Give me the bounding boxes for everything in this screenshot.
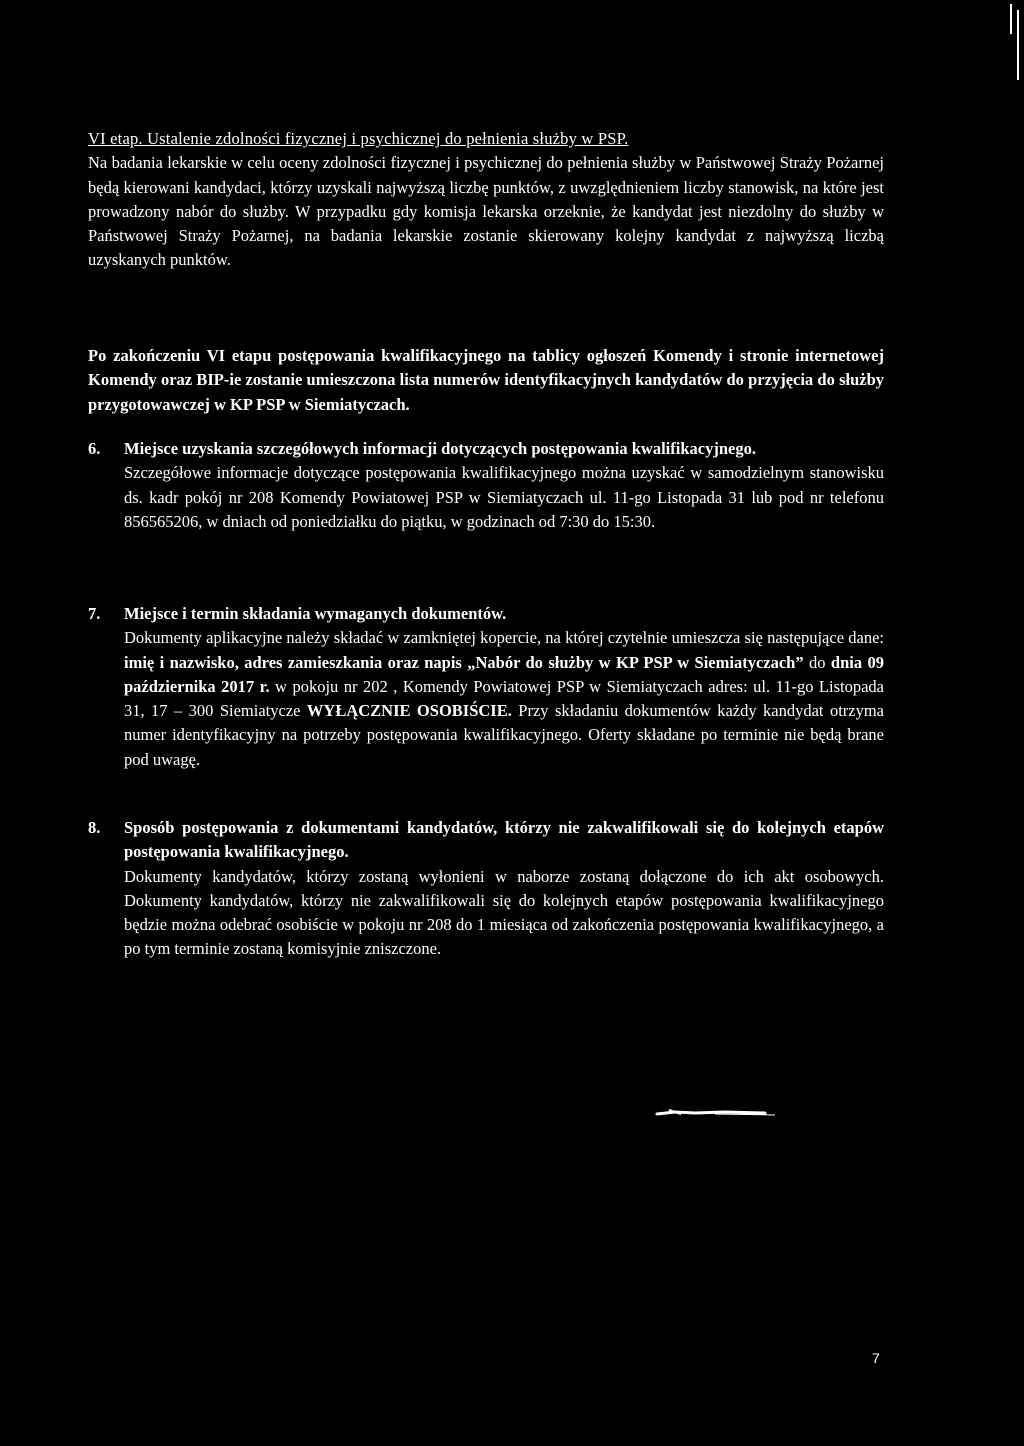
envelope-label-requirement: imię i nazwisko, adres zamieszkania oraz napis „Nabór do służby w KP PSP w Siemiatyczach” [124, 652, 804, 672]
section-6 [88, 437, 884, 534]
section-title: Miejsce uzyskania szczegółowych informacji dotyczących postępowania kwalifikacyjnego. [124, 439, 756, 458]
body-text: w pokoju nr 202 , Komendy Powiatowej PSP w Siemiatyczach adres: ul. 11-go Listopada 31, 17 – 300 Siemiatycze [124, 676, 884, 721]
scan-edge-mark [1017, 10, 1019, 80]
stage-six-result-paragraph: Po zakończeniu VI etapu postępowania kwalifikacyjnego na tablicy ogłoszeń Komendy i stronie internetowej Komendy oraz BIP-ie zostanie umieszczona lista numerów identyfikacyjnych kandydatów do przyjęcia do służby przygotowawczej w KP PSP w Siemiatyczach. [88, 346, 884, 414]
body-text: Dokumenty aplikacyjne należy składać w zamkniętej kopercie, na której czytelnie umieszcza się następujące dane: [124, 628, 884, 648]
section-number: 6. [88, 439, 101, 458]
section-8 [88, 816, 884, 962]
stage-six-result-block [88, 344, 884, 417]
body-text: Przy składaniu dokumentów każdy kandydat otrzyma numer identyfikacyjny na potrzeby postępowania kwalifikacyjnego. Oferty składane po terminie nie będą brane pod uwagę. [124, 701, 885, 769]
in-person-only-notice: WYŁĄCZNIE OSOBIŚCIE. [306, 701, 512, 721]
section-body: Szczegółowe informacje dotyczące postępowania kwalifikacyjnego można uzyskać w samodzielnym stanowisku ds. kadr pokój nr 208 Komendy Powiatowej PSP w Siemiatyczach ul. 11-go Listopada 31 lub pod nr telefonu 856565206, w dniach od poniedziałku do piątku, w godzinach od 7:30 do 15:30. [124, 463, 884, 531]
section-title: Sposób postępowania z dokumentami kandydatów, którzy nie zakwalifikowali się do kolejnych etapów postępowania kwalifikacyjnego. [124, 818, 884, 862]
deadline-date: dnia 09 października 2017 r. [124, 652, 884, 696]
body-text: do [803, 652, 831, 672]
section-7 [88, 602, 884, 772]
section-body [124, 626, 884, 772]
signature-mark [655, 1100, 785, 1124]
stage-six-paragraph: Na badania lekarskie w celu oceny zdolności fizycznej i psychicznej do pełnienia służby w Państwowej Straży Pożarnej będą kierowani kandydaci, którzy uzyskali najwyższą liczbę punktów, z uwzględnieniem liczby stanowisk, na które jest prowadzony nabór do służby. W przypadku gdy komisja lekarska orzeknie, że kandydat jest niezdolny do służby w Państwowej Straży Pożarnej, na badania lekarskie zostanie skierowany kolejny kandydat z najwyższą liczbą uzyskanych punktów. [88, 153, 884, 270]
stage-six-block [88, 127, 884, 273]
page-number: 7 [872, 1350, 880, 1366]
section-number: 7. [88, 604, 101, 623]
section-body: Dokumenty kandydatów, którzy zostaną wyłonieni w naborze zostaną dołączone do ich akt osobowych. Dokumenty kandydatów, którzy nie zakwalifikowali się do kolejnych etapów postępowania kwalifikacyjnego będzie można odebrać osobiście w pokoju nr 208 do 1 miesiąca od zakończenia postępowania kwalifikacyjnego, a po tym terminie zostaną komisyjnie zniszczone. [124, 866, 884, 959]
section-number: 8. [88, 818, 101, 837]
section-title: Miejsce i termin składania wymaganych dokumentów. [124, 604, 507, 623]
stage-six-heading: VI etap. Ustalenie zdolności fizycznej i psychicznej do pełnienia służby w PSP. [88, 129, 629, 148]
scan-edge-mark [1010, 4, 1012, 34]
